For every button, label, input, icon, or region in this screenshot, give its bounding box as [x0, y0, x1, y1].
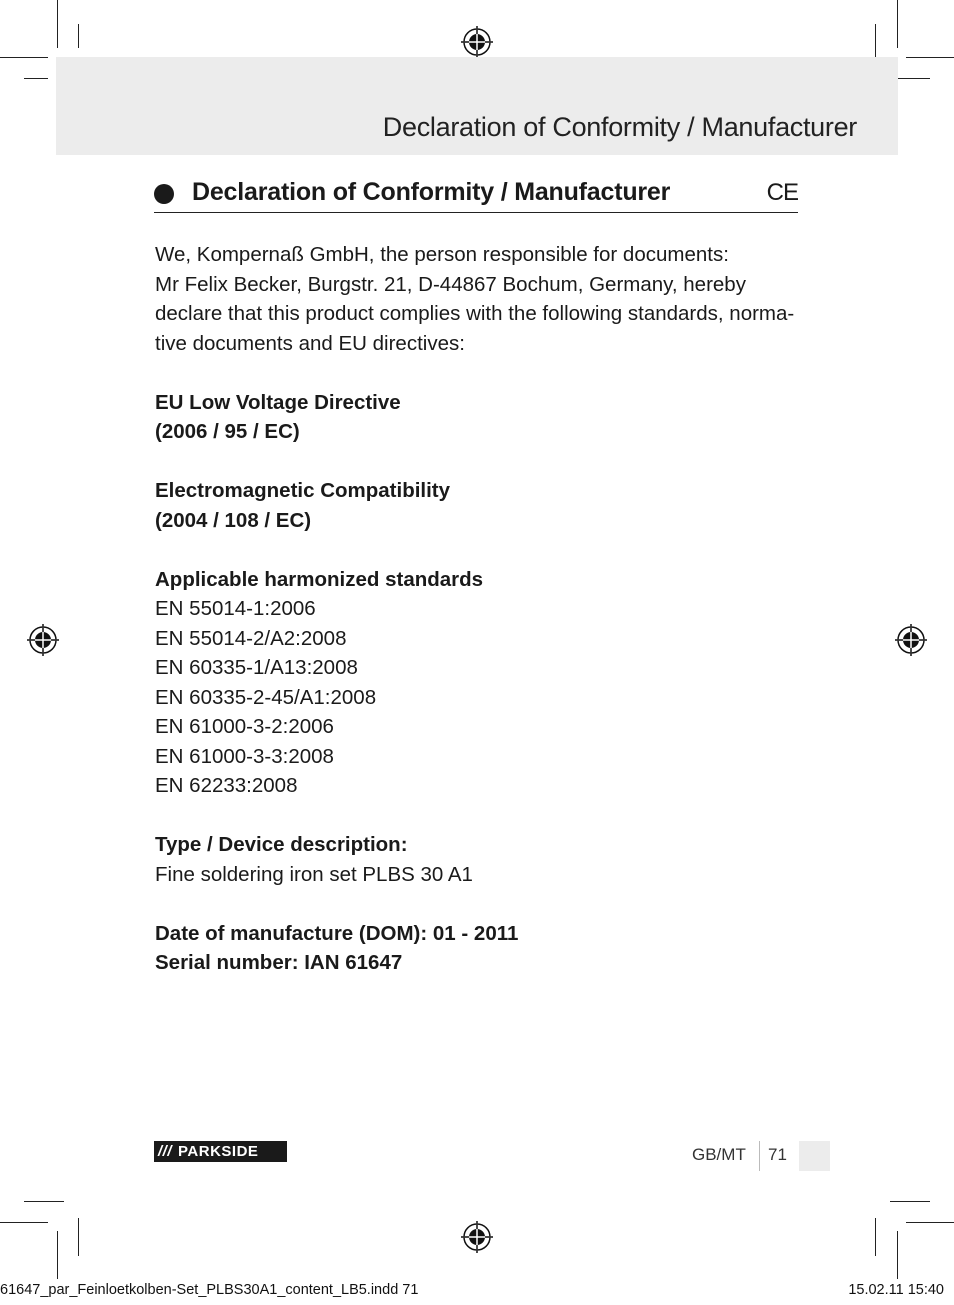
crop-mark	[875, 1218, 876, 1256]
registration-mark-icon	[461, 26, 493, 58]
manufacture-date: Date of manufacture (DOM): 01 - 2011	[155, 921, 519, 945]
crop-mark	[897, 0, 898, 48]
registration-mark-icon	[27, 624, 59, 656]
intro-line: Mr Felix Becker, Burgstr. 21, D-44867 Bochum, Germany, hereby	[155, 272, 746, 296]
ce-mark-icon: CE	[766, 179, 798, 206]
print-slug-datetime: 15.02.11 15:40	[848, 1282, 944, 1298]
page-number: 71	[768, 1145, 787, 1164]
crop-mark	[24, 1201, 64, 1202]
standard-item: EN 55014-1:2006	[155, 597, 316, 620]
standards-heading: Applicable harmonized standards	[155, 567, 484, 591]
intro-line: declare that this product complies with the following standards, norma-	[155, 302, 795, 325]
standard-item: EN 60335-2-45/A1:2008	[155, 685, 377, 709]
registration-mark-icon	[895, 624, 927, 656]
standard-item: EN 62233:2008	[155, 774, 298, 797]
device-description: Fine soldering iron set PLBS 30 A1	[155, 862, 473, 886]
registration-mark-icon	[461, 1221, 493, 1253]
crop-mark	[78, 1218, 79, 1256]
section-heading	[154, 176, 798, 213]
footer-box	[799, 1141, 830, 1171]
logo-text: PARKSIDE	[178, 1143, 259, 1160]
page-title: Declaration of Conformity / Manufacturer	[382, 112, 857, 142]
directive-name: Electromagnetic Compatibility	[155, 479, 451, 502]
crop-mark	[78, 24, 79, 48]
crop-mark	[0, 57, 48, 58]
intro-line: We, Kompernaß GmbH, the person responsible for documents:	[155, 243, 729, 266]
language-code: GB/MT	[692, 1145, 746, 1164]
intro-line: tive documents and EU directives:	[155, 331, 465, 355]
directive-code: (2006 / 95 / EC)	[155, 420, 300, 443]
directive-code: (2004 / 108 / EC)	[155, 508, 312, 532]
standard-item: EN 61000-3-2:2006	[155, 715, 334, 738]
declaration-content	[155, 240, 805, 978]
serial-number: Serial number: IAN 61647	[155, 951, 403, 974]
standard-item: EN 55014-2/A2:2008	[155, 626, 347, 650]
brand-logo	[154, 1141, 287, 1162]
logo-slashes: ///	[158, 1143, 173, 1160]
bullet-icon	[154, 184, 174, 204]
crop-mark	[906, 1222, 954, 1223]
footer-divider	[759, 1141, 760, 1171]
crop-mark	[24, 78, 48, 79]
directive-name: EU Low Voltage Directive	[155, 390, 401, 414]
section-title: Declaration of Conformity / Manufacturer	[192, 178, 671, 206]
crop-mark	[906, 57, 954, 58]
crop-mark	[897, 1231, 898, 1279]
standard-item: EN 61000-3-3:2008	[155, 744, 334, 768]
standard-item: EN 60335-1/A13:2008	[155, 656, 358, 679]
crop-mark	[57, 0, 58, 48]
print-slug-file: 61647_par_Feinloetkolben-Set_PLBS30A1_content_LB5.indd 71	[0, 1282, 419, 1298]
crop-mark	[57, 1231, 58, 1279]
device-heading: Type / Device description:	[155, 833, 408, 856]
crop-mark	[890, 1201, 930, 1202]
crop-mark	[0, 1222, 48, 1223]
